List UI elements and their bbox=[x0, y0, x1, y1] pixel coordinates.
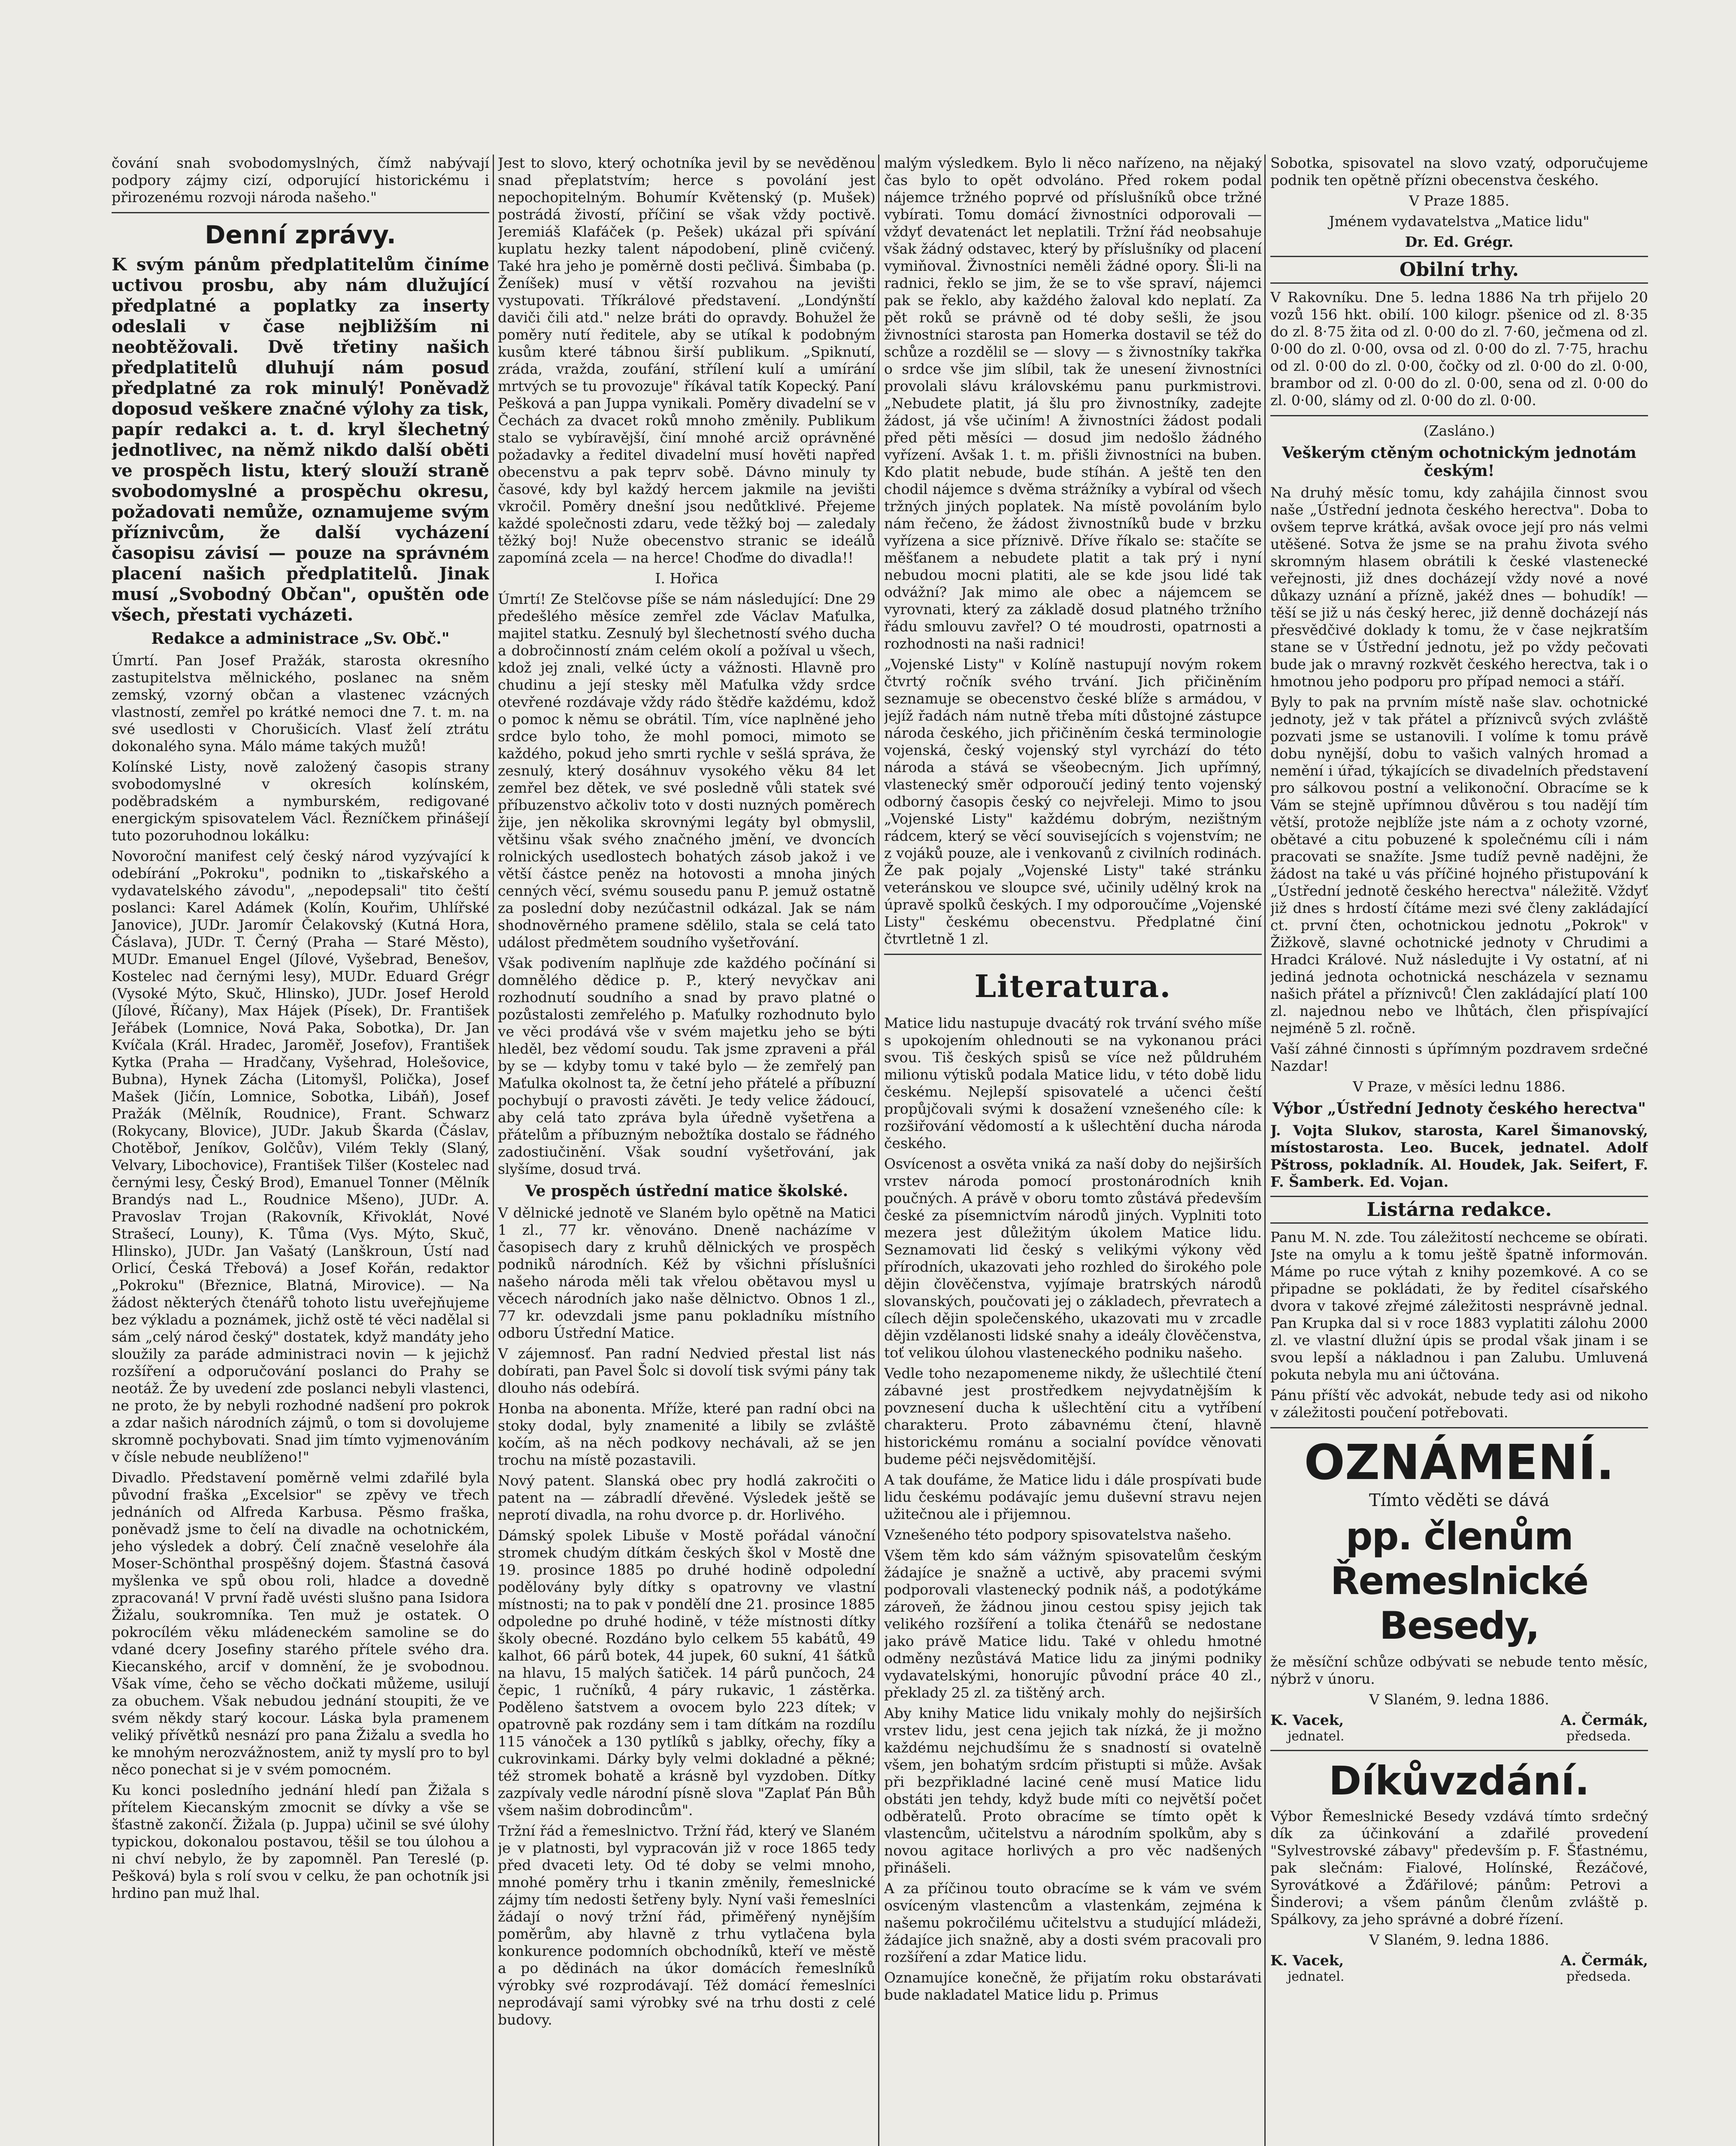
article-text: Na druhý měsíc tomu, kdy zahájila činnost svou naše „Ústřední jednota českého herectva". Doba to ovšem teprve krátká, avšak ovoce její pro nás velmi utěšené. Sotva že jsme se na prahu života svého skromným hlasem obrátili k české vlastenecké veřejnosti, již dnes docházejí vždy nové a nové důkazy uznání a přízně, jakéž dnes — bohudík! — těší se již u nás český herec, již denně docházejí nás přesvědčivé doklady k tomu, že v čase nejkratším stane se v Ústřední jednotu, jež po vždy pečovati bude jak o mravný rozkvět českého herectva, tak i o hmotnou jeho podporu pro případ nemoci a stáří. bbox=[1270, 484, 1648, 690]
article-text: „Vojenské Listy" v Kolíně nastupují novým rokem čtvrtý ročník svého trvání. Jich přičiněním seznamuje se obecenstvo české blíže s armádou, v jejíž řadách nám nutně třeba míti důstojné zástupce národa českého, jich přičiněním česká terminologie vojenská, český vojenský styl vyrchází do této národa a stává se všeobecným. Jich upřímný, vlastenecký směr odporoučí jediný tento vojenský odborný časopis český co nejvřeleji. Mimo to jsou „Vojenské Listy" každému dobrým, nezištným rádcem, který se věcí souvisejících s vojenstvím; ne z vojáků pouze, ale i venkovanů z civilních rodinách. Že pak pojaly „Vojenské Listy" také stránku veteránskou ve sloupce své, učinily udělný krok na úpravě spolků českých. I my odporoučíme „Vojenské Listy" českému obecenstvu. Předplatné činí čtvrtletně 1 zl. bbox=[884, 656, 1262, 947]
thanks-heading: Díkůvzdání. bbox=[1328, 1758, 1590, 1804]
signature-role: předseda. bbox=[1566, 1729, 1631, 1744]
article-text: Byly to pak na prvním místě naše slav. ochotnické jednoty, jež v tak přátel a příznivců svých zvláště pozvati jsme se ustanovili. I volíme k tomu právě dobu nynější, dobu to vašich valných hromad a nemění i úřad, týkajících se divadelních představení pro sálkovou postní a velikonoční. Obracíme se k Vám se stejně upřímnou důvěrou s tou nadějí tím větší, protože nejblíže jste nám a z ochoty vzorné, obětavé a citu pobuzené k společnému cíli i nám pracovati se snažíte. Jsme tudíž pevně nadějni, že žádost na také u vás příčiné hojného přistupování k „Ústřední jednotě českého herectva" náležitě. Vždyť již dnes s hrdostí čítáme mezi své členy zakládající ct. první čten, ochotnickou jednotu „Pokrok" v Žižkově, slavné ochotnické jednoty v Chrudimi a Hradci Králové. Nuž následujte i Vy ostatní, ať ni jediná jednota ochotnická nescházela v seznamu našich přátel a příznivců! Člen zakládající platí 100 zl. najednou nebo ve lhůtách, člen přispívající nejméně 5 zl. ročně. bbox=[1270, 694, 1648, 1037]
signature-row bbox=[1270, 1952, 1648, 1969]
article-text: Honba na abonenta. Mříže, které pan radní obci na stoky dodal, byly znamenité a libily se zvláště kočím, aš na něch podkovy nechávali, až se jen trochu na místě pozastavili. bbox=[498, 1400, 876, 1468]
signature-role-row bbox=[1270, 1969, 1648, 1984]
article-text: Jest to slovo, který ochotníka jevil by se nevěděnou snad přeplatstvím; herce s povolání jest nepochopitelným. Bohumír Květenský (p. Mušek) postrádá živostí, příčiní se však vždy poctivě. Jeremiáš Klafáček (p. Pešek) ukázal při spívání kuplatu hezky talent nápodobení, plině cvičený. Také hra jeho je poměrně dosti pečlivá. Šimbaba (p. Ženíšek) musí v větší rozvahou na jevišti vystupovati. Tříkrálové představení. „Londýnští daviči čili atd." nelze bráti do opravdy. Bohužel že poměry nutí ředitele, aby se utíkal k podobným kusům které tábnou širší publikum. „Spiknutí, zráda, vražda, zoufání, střílení kulí a umírání mrtvých se tu provozuje" říkával tatík Kopecký. Paní Pešková a pan Juppa vynikali. Poměry divadelní se v Čechách za dvacet roků mnoho změnily. Publikum stalo se vybíravější, činí mnohé arciž oprávněné požadavky a ředitel divadelní musí hověti napřed obecenstvu a pak teprv sobě. Dávno minuly ty časové, kdy byl každý hercem jakmile na jevišti vkročil. Poměry dnešní jsou nedůtklivé. Přejeme každé společnosti zdaru, vede těžký boj — zaledaly těžký boj! Nuže obecenstvo stranic se ideálů zapomíná zcela — na herce! Choďme do divadla!! bbox=[498, 155, 876, 566]
committee-members: J. Vojta Slukov, starosta, Karel Šimanovský, místostarosta. Leo. Bucek, jednatel. Adolf Pštross, pokladník. Al. Houdek, Jak. Seifert, F. F. Šamberk. Ed. Vojan. bbox=[1270, 1122, 1648, 1190]
article-text: V dělnické jednotě ve Slaném bylo opětně na Matici 1 zl., 77 kr. věnováno. Dneně nacházíme v časopisech dary z kruhů dělnických ve prospěch podniků národních. Kéž by všichni příslušníci našeho národa měli tak vřelou obětavou mysl u věcech národních jako naše dělnictvo. Obnos 1 zl., 77 kr. odevzdali jsme panu pokladníku místního odboru Ústřední Matice. bbox=[498, 1204, 876, 1341]
market-heading: Obilní trhy. bbox=[1270, 256, 1648, 284]
article-text: Aby knihy Matice lidu vnikaly mohly do nejširších vrstev lidu, jest cena jejich tak nízká, že ji možno každému nejchudšímu že s snadností si ovatelně všem, jen bohatým srdcím přistupti si může. Avšak při bezpřikladné laciné ceně musí Matice lidu obstáti jen tehdy, když bude míti co největší počet odběratelů. Proto obracíme se tímto opět k vlastencům, učitelstvu a národním spolkům, aby s novou agitace horlivých a pro věc nadšených přinášeli. bbox=[884, 1705, 1262, 1876]
column-2 bbox=[498, 155, 876, 2146]
article-text: Jménem vydavatelstva „Matice lidu" bbox=[1329, 213, 1590, 230]
announcement-date: V Slaném, 9. ledna 1886. bbox=[1369, 1691, 1549, 1708]
signature-role: jednatel. bbox=[1288, 1969, 1345, 1984]
article-text: Vaší záhné činnosti s úpřímným pozdravem srdečné Nazdar! bbox=[1270, 1040, 1648, 1074]
column-rule bbox=[1264, 155, 1266, 2146]
article-text: Kolínské Listy, nově založený časopis strany svobodomyslné v okresích kolínském, poděbradském a nymburském, redigované energickým spisovatelem Václ. Řezníčkem přinášejí tuto pozoruhodnou lokálku: bbox=[112, 758, 489, 844]
article-text: Vznešeného této podpory spisovatelstva našeho. bbox=[884, 1526, 1232, 1543]
article-text: Panu M. N. zde. Tou záležitostí nechceme se obírati. Jste na omylu a k tomu ještě špatně informován. Máme po ruce výtah z knihy pozemkové. A co se připadne se pokládati, že by ředitel císařského dvora v takové zřejmé záležitosti nesprávně jednal. Pan Krupka dal si v roce 1883 vyplatiti zálohu 2000 zl. ve vlastní dlužní úpis se prodal však jinam i se svou lepší a nákladnou i pan Zalubu. Umluvená pokuta nebyla mu ani účtována. bbox=[1270, 1229, 1648, 1383]
article-text: Sobotka, spisovatel na slovo vzatý, odporučujeme podnik ten opětně přízni obecenstva českého. bbox=[1270, 155, 1648, 188]
announcement-text: že měsíční schůze odbývati se nebude tento měsíc, nýbrž v únoru. bbox=[1270, 1653, 1648, 1687]
article-heading: Veškerým ctěným ochotnickým jednotám českým! bbox=[1282, 444, 1636, 480]
divider bbox=[112, 212, 489, 213]
divider bbox=[1270, 1750, 1648, 1751]
article-text: Úmrtí! Ze Stelčovse píše se nám následující: Dne 29 předešlého měsíce zemřel zde Václav Maťulka, majitel statku. Zesnulý byl šlechetností svého ducha a dobročinností znám celém okolí a požíval u všech, kdož jej znali, velké úcty a vážnosti. Hlavně pro chudinu a její stesky měl Maťulka vždy srdce otevřené rozdávaje vždy rádo štědře každému, kdož o pomoc k němu se obrátil. Tím, více naplněné jeho srdce bylo toho, že mohl pomoci, mimoto se každého, pokud jeho smrti rychle v sešlá správa, že zesnulý, který dosáhnuv vysokého věku 84 let zemřel bez dětek, ve své posledně vůli statek své příbuzenstvo ačkoliv toto v dosti nuzných poměrech žije, jen několika skrovnými legáty byl obmyslil, většinu však svého značného jmění, ve dvoncích rolnických usedlostech bohatých zásob jakož i ve větší částce peněz na hotovosti a mnoha jiných cenných věcí, svému sousedu panu P. jemuž ostatně za poslední doby nezúčastnil odkázal. Jak se nám shodnověrného pramene sdělilo, stala se celá tato událost předmětem soudního vyšetřování. bbox=[498, 591, 876, 951]
article-text: Osvícenost a osvěta vniká za naší doby do nejširších vrstev národa pomocí prostonárodních knih poučných. A právě v oboru tomto zůstává především české za písemnictvím národů jiných. Vyplniti toto mezera jest důležitým úkolem Matice lidu. Seznamovati lid český s velikými výkony věd přírodních, ukazovati jeho rozhled do širokého pole dějin člověčenstva, vyjímaje bratrských národů slovanských, poučovati jej o základech, převratech a cílech dějin společenského, ukazovati mu v zrcadle dějin vzdělanosti lidské snahy a ideály člověčenstva, toť velikou úlohou vlasteneckého podniku našeho. bbox=[884, 1155, 1262, 1361]
article-text: Nový patent. Slanská obec pry hodlá zakročiti o patent na — zábradlí dřevěné. Výsledek ještě se neprotí divadla, na rohu dvorce p. dr. Horlivého. bbox=[498, 1472, 876, 1523]
article-text: Tržní řád a řemeslnictvo. Tržní řád, který ve Slaném je v platnosti, byl vypracován již v roce 1865 tedy před dvaceti lety. Od té doby se velmi mnoho, mnohé poměry trhu i tkanin změnily, řemeslnické zájmy tím nedosti šetřeny byly. Nyní vaši řemeslníci žádají o nový tržní řád, přiměřený nynějším poměrům, aby hlavně z trhu vytlačena byla konkurence podomních obchodníků, kteří ve městě a po dědinách na úkor domácích řemeslníků výrobky své rozprodávají. Též domácí řemeslníci neprodávají sami výrobky své na trhu dosti z celé budovy. bbox=[498, 1822, 876, 2028]
thanks-text: Výbor Řemeslnické Besedy vzdává tímto srdečný dík za účinkování a zdařilé provedení "Sylvestrovské zábavy" především p. F. Šťastnému, pak slečnám: Fialové, Holínské, Řezáčové, Syrovátkové a Žďářilové; pánům: Petrovi a Šinderovi; a všem pánům členům zvláště p. Spálkovy, za jeho správné a dobré řízení. bbox=[1270, 1808, 1648, 1928]
divider bbox=[1270, 1427, 1648, 1428]
thanks-date: V Slaném, 9. ledna 1886. bbox=[1369, 1931, 1549, 1948]
article-text: A tak doufáme, že Matice lidu i dále prospívati bude lidu českému podávajíc jemu duševní stravu nejen užitečnou ale i přijemnou. bbox=[884, 1471, 1262, 1522]
notice-signature: Redakce a administrace „Sv. Obč." bbox=[151, 630, 450, 648]
article-text: Však podivením naplňuje zde každého počínání si domnělého dědice p. P., který nevyčkav ani rozhodnutí soudního a snad by pravo platné o pozůstalosti zemřelého p. Maťulky rozhodnuto bylo ve věci prodává vše v svém majetku jeho se býti hleděl, bez vědomí soudu. Tak jsme zpraveni a přál by se — kdyby tomu v také bylo — že zemřelý pan Maťulka okolnost ta, že četní jeho přátelé a příbuzní pochybují o pravosti závěti. Je tedy velice žádoucí, aby celá tato zpráva byla úředně vyšetřena a přátelům a příbuzným nebožtíka dostalo se řádného zadostiučinění. Však soudní vyšetřování, jak slyšíme, dosud trvá. bbox=[498, 955, 876, 1177]
article-text: V zájemnosť. Pan radní Nedvied přestal list nás dobírati, pan Pavel Šolc si dovolí tisk svými pány tak dlouho nás odebírá. bbox=[498, 1345, 876, 1396]
divider bbox=[884, 954, 1262, 955]
section-heading: Denní zprávy. bbox=[205, 220, 396, 249]
article-heading: Ve prospěch ústřední matice školské. bbox=[525, 1182, 848, 1200]
column-1 bbox=[112, 155, 489, 2146]
column-4 bbox=[1270, 155, 1648, 2146]
article-text: Všem těm kdo sám vážným spisovatelům českým žádajíce je snažně a uctivě, aby pracemi svými podporovali vlastenecký podnik náš, a podotýkáme zároveň, že žádnou jinou cestou spisy jejich tak velikého rozšíření a tolika čtenářů se nedostane jako právě Matice lidu. Také v ohledu hmotné odměny nezůstává Matice lidu za jinými podniky vydavatelskými, honorujíc původní práce 40 zl., překlady 25 zl. za tištěný arch. bbox=[884, 1547, 1262, 1701]
zaslano-label: (Zasláno.) bbox=[1423, 422, 1495, 439]
article-text: Dámský spolek Libuše v Mostě pořádal vánoční stromek chudým dítkám českých škol v Mostě dne 19. prosince 1885 po druhé hodině odpolední podělovány byly dítky s opatrovny ve vlastní místnosti; na to pak v pondělí dne 21. prosince 1885 odpoledne po druhé hodině, v téže místnosti dítky školy obecné. Rozdáno bylo celkem 55 kabátů, 49 kalhot, 66 párů botek, 44 jupek, 60 sukní, 41 šátků na hlavu, 15 malých šatiček. 14 párů punčoch, 24 čepic, 1 ručníků, 4 páry rukavic, 1 zástěrka. Poděleno šatstvem a ovocem bylo 223 dítek; v opatrovně pak rozdány sem i tam dítkám na rozdílu 115 vánoček a 130 pytlíků s jablky, ořechy, fíky a cukrovinkami. Dárky byly velmi dokladné a pěkné; též stromek bohatě a krásně byl vyzdoben. Dítky zazpívaly vedle národní písně slova "Zaplať Pán Bůh všem našim dobrodincům". bbox=[498, 1527, 876, 1819]
article-text: čování snah svobodomyslných, čímž nabývají podpory zájmy cizí, odporující historickému i přirozenému rozvoji národa našeho." bbox=[112, 155, 489, 206]
article-text: Divadlo. Představení poměrně velmi zdařilé byla původní fraška „Excelsior" se zpěvy ve třech jednáních od Alfreda Karbusa. Pěsmo fraška, poněvadž jsme to čelí na divadle na ochotnickém, jeho výsledek a dobrý. Čelí značně veselohře ála Moser-Schönthal prospěšný dojem. Šťastná časová myšlenka ve spů obou roli, hladce a dovedně zpracovaná! V první řadě uvésti slušno pana Isidora Žižalu, soukromníka. Ten muž je ostatek. O pokrocílém věku mládeneckém samoline se do vdané dcery Josefiny starého přítele svého dra. Kiecanského, arcif v domnění, že je svobodnou. Však víme, čeho se věcho dočkati můžeme, usilují za obuchem. Však nebudou jednání stoupiti, že ve svém někdy starý kocour. Láska byla pramenem veliký přívětků nesnází pro pana Žižalu a svedla ho ke mnohým nerozvážnostem, aniž ty myslí pro to byl něco ponechat si je v svém pomocném. bbox=[112, 1469, 489, 1778]
article-text: Matice lidu nastupuje dvacátý rok trvání svého míše s upokojením ohlednouti se na vykonanou práci svou. Tiš českých spisů se více než půldruhém milionu výtisků podala Matice lidu, v této době lidu českému. Nejlepší spisovatelé a učenci čeští propůjčovali svými k dosažení vznešeného cíle: k rozšiřování vědomostí a k ušlechtění ducha národa českého. bbox=[884, 1015, 1262, 1152]
article-text: Novoroční manifest celý český národ vyzývající k odebírání „Pokroku", podnikn to „tiskařského a vydavatelského závodu", „nepodepsali" tito čeští poslanci: Karel Adámek (Kolín, Kouřim, Uhlířské Janovice), JUDr. Jaromír Čelakovský (Kutná Hora, Čáslava), JUDr. T. Černý (Praha — Staré Město), MUDr. Emanuel Engel (Jílové, Vyšebrad, Benešov, Kostelec nad černými lesy), MUDr. Eduard Grégr (Vysoké Mýto, Skuč, Hlinsko), JUDr. Josef Herold (Jílové, Říčany), Max Hájek (Písek), Dr. František Jeřábek (Lomnice, Nová Paka, Sobotka), Dr. Jan Kvíčala (Král. Hradec, Jaroměř, Josefov), František Kytka (Praha — Hradčany, Vyšehrad, Holešovice, Bubna), Hynek Zácha (Litomyšl, Polička), Josef Mašek (Jičín, Lomnice, Sobotka, Libáň), Josef Pražák (Mělník, Roudnice), Frant. Schwarz (Rokycany, Blovice), JUDr. Jakub Škarda (Čáslav, Chotěboř, Jeníkov, Golčův), Vilém Tekly (Slaný, Velvary, Libochovice), František Tilšer (Kostelec nad černými lesy, Český Brod), Emanuel Tonner (Mělník Brandýs nad L., Roudnice Mšeno), JUDr. A. Pravoslav Trojan (Rakovník, Křivoklát, Nové Strašecí, Louny), K. Tůma (Vys. Mýto, Skuč, Hlinsko), JUDr. Jan Vašatý (Lanškroun, Ústí nad Orlicí, Česká Třebová) a Josef Kořán, redaktor „Pokroku" (Březnice, Blatná, Mirovice). — Na žádost některých čtenářů tohoto listu uveřejňujeme bez výkladu a poznámek, jichž ostě té věci nadělal si sám „celý národ český" dostatek, když mandáty jeho sloužily za paráde administraci novin — k jejichž rozšíření a odporučování poslanci do Prahy se neotáž. Že by uvedení zde poslanci nebyli vlastenci, ne proto, že by nebyli rozhodné nadšení pro pokrok a zdar našich národních zájmů, o tom si dovolujeme skromně pochybovati. Snad jim tímto vyjmenováním v čísle nebude neublíženo!" bbox=[112, 848, 489, 1465]
column-3 bbox=[884, 155, 1262, 2146]
signature-name: A. Čermák, bbox=[1560, 1952, 1648, 1969]
signature-name: K. Vacek, bbox=[1270, 1952, 1344, 1969]
article-text: A za příčinou touto obracíme se k vám ve svém osvíceným vlastencům a vlastenkám, zejména k našemu pokročilému učitelstvu a studující mládeži, žádajíce jich snažně, aby a dosti svém pracovali pro rozšíření a zdar Matice lidu. bbox=[884, 1880, 1262, 1965]
article-text: V Praze 1885. bbox=[1409, 192, 1509, 209]
article-text: malým výsledkem. Bylo li něco nařízeno, na nějaký čas bylo to opět odvoláno. Před rokem podal nájemce tržného poprvé od příslušníků obce tržné vybírati. Tomu domácí živnostníci odporovali — vždyť devatenáct let neplatili. Tržní řád neobsahuje však žádný odstavec, který by příslušníky od placení vymiňoval. Živnostníci neměli žádné opory. Šli-li na radnici, řeklo se jim, že se to vše spraví, nájemci pak se řeklo, aby každého žaloval kdo neplatí. Za pět roků se právně od té doby sešli, že jsou živnostníci starosta pan Homerka dostavil se též do schůze a rozdělil se — slovy — s živnostníky takřka o srdce vše jim slíbil, tak že unesení živnostníci provolali slávu královskému panu purkmistrovi. „Nebudete platit, já šlu pro živnostníky, zadejte žádost, já vše učiním! A živnostníci žádost podali před pěti měsíci — dosud jim nedošlo žádného vyřízení. Avšak 1. t. m. přišli živnostníci na buben. Kdo platit nebude, bude stíhán. A ještě ten den chodil nájemce s dvěma strážníky a vybíral od všech tržných jiných poplatek. Na místě povoláním bylo nám řečeno, že žádost živnostníků bude v brzku vyřízena a sice příznivě. Dříve říkalo se: stačíte se měšťanem a nebudete platit a tak prý i nyní nebudou mocni platiti, ale se kde jsou lidé tak odvážní? Jak mimo ale obec a nájemcem se vyrovnati, který za základě dosud platného tržního řádu smlouvu zavřel? O té moudrosti, opatrnosti a rozhodnosti na naši radnici! bbox=[884, 155, 1262, 652]
announcement-heading: OZNÁMENÍ. bbox=[1304, 1435, 1615, 1491]
article-signature: Dr. Ed. Grégr. bbox=[1405, 233, 1514, 250]
signature-name: K. Vacek, bbox=[1270, 1712, 1344, 1728]
market-prices: V Rakovníku. Dne 5. ledna 1886 Na trh přijelo 20 vozů 156 hkt. obilí. 100 kilogr. pšenice od zl. 8·35 do zl. 8·75 žita od zl. 0·00 do zl. 7·60, ječmena od zl. 0·00 do zl. 0·00, ovsa od zl. 0·00 do zl. 7·75, hrachu od zl. 0·00 do zl. 0·00, čočky od zl. 0·00 do zl. 0·00, brambor od zl. 0·00 do zl. 0·00, sena od zl. 0·00 do zl. 0·00, slámy od zl. 0·00 do zl. 0·00. bbox=[1270, 289, 1648, 409]
literature-heading: Literatura. bbox=[974, 968, 1172, 1004]
article-text: Pánu příští věc advokát, nebude tedy asi od nikoho v záležitosti poučení potřebovati. bbox=[1270, 1387, 1648, 1421]
column-rule bbox=[493, 155, 494, 2146]
signature-role: jednatel. bbox=[1288, 1729, 1345, 1744]
article-text: Úmrtí. Pan Josef Pražák, starosta okresního zastupitelstva mělnického, poslanec na sněm zemský, vzorný občan a vlastenec vzácných vlastností, zemřel po krátké nemoci dne 7. t. m. na své usedlosti v Chorušicích. Vlasť želí ztrátu dokonalého syna. Málo máme takých mužů! bbox=[112, 652, 489, 755]
committee-name: Výbor „Ústřední Jednoty českého herectva" bbox=[1272, 1100, 1646, 1118]
signature-name: A. Čermák, bbox=[1560, 1712, 1648, 1728]
article-signature: I. Hořica bbox=[655, 570, 718, 587]
announcement-recipient: pp. členům Řemeslnické Besedy, bbox=[1330, 1514, 1588, 1648]
signature-role: předseda. bbox=[1566, 1969, 1631, 1984]
article-text: Ku konci posledního jednání hledí pan Žižala s přítelem Kiecanským zmocnit se dívky a vše se šťastně zakončí. Žižala (p. Juppa) učinil se své úlohy typickou, dokonalou postavou, těšil se tou úlohou a ni chví nebylo, že by zapomněl. Pan Tereslé (p. Pešková) byla s rolí svou v celku, že pan ochotník jsi hrdino pan muž lhal. bbox=[112, 1782, 489, 1901]
article-text: V Praze, v měsíci lednu 1886. bbox=[1353, 1078, 1566, 1095]
divider bbox=[1270, 415, 1648, 416]
listarna-heading: Listárna redakce. bbox=[1270, 1196, 1648, 1224]
column-rule bbox=[878, 155, 879, 2146]
signature-row bbox=[1270, 1712, 1648, 1729]
article-text: Oznamujíce konečně, že přijatím roku obstarávati bude nakladatel Matice lidu p. Primus bbox=[884, 1969, 1262, 2003]
subscriber-notice: K svým pánům předplatitelům činíme uctivou prosbu, aby nám dlužující předplatné a poplatky za inserty odeslali v čase nejbližším ni neobtěžovali. Dvě třetiny našich předplatitelů dluhují nám posud předplatné za rok minulý! Poněvadž doposud veškere značné výlohy za tisk, papír redakci a. t. d. kryl šlechetný jednotlivec, na němž nikdo další oběti ve prospěch listu, který slouží straně svobodomyslné a prospěchu okresu, požadovati nemůže, oznamujeme svým příznivcům, že další vycházení časopisu závisí — pouze na správném placení našich předplatitelů. Jinak musí „Svobodný Občan", opuštěn ode všech, přestati vycházeti. bbox=[112, 255, 489, 625]
article-text: Vedle toho nezapomeneme nikdy, že ušlechtilé čtení zábavné jest prostředkem nejvydatnějším k povznesení ducha k ušlechtění citu a vytříbení charakteru. Proto zábavnému čtení, hlavně historickému románu a socialní povídce věnovati budeme péči nejsvědomitější. bbox=[884, 1365, 1262, 1467]
announcement-text: Tímto věděti se dává bbox=[1369, 1491, 1550, 1510]
signature-role-row bbox=[1270, 1729, 1648, 1744]
